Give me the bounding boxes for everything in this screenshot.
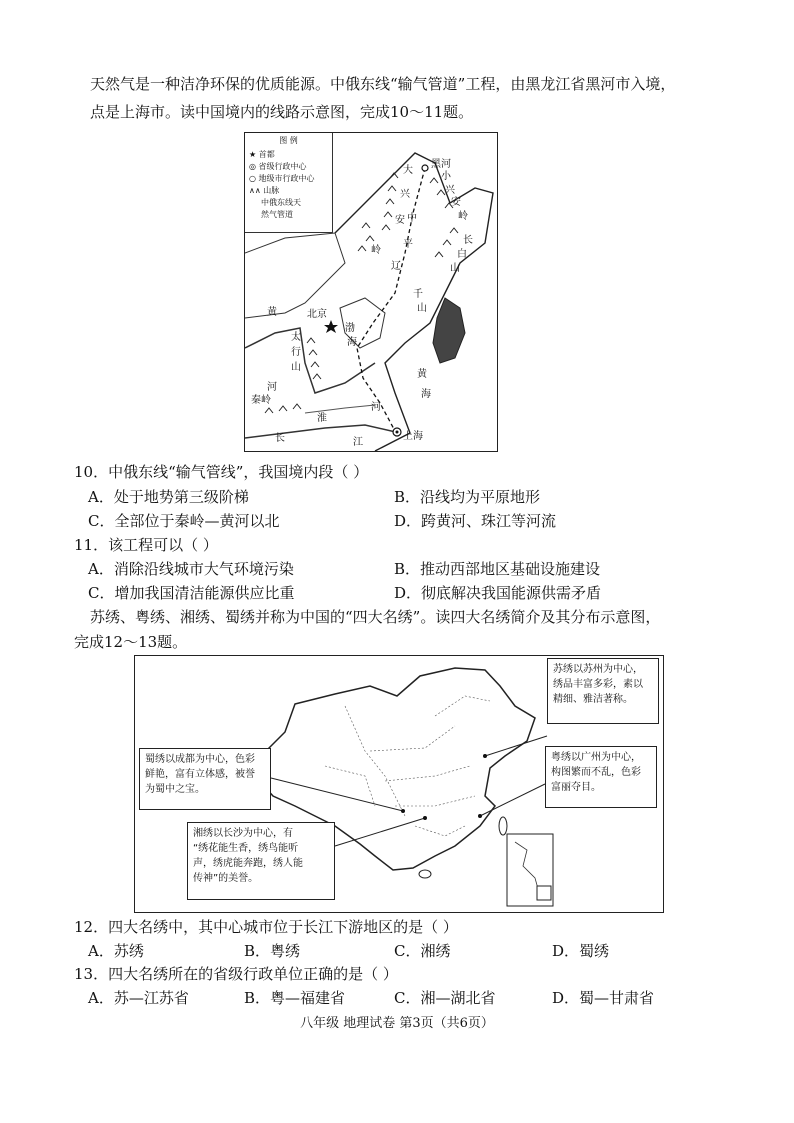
yue-embroidery-box (545, 746, 657, 808)
yue-line-2: 构图繁而不乱，色彩 (551, 767, 641, 778)
intro2-line2: 完成12～13题。 (74, 633, 188, 651)
q13-option-d[interactable]: D．蜀—甘肃省 (552, 989, 655, 1007)
label-changbai-2: 白 (457, 249, 467, 260)
legend-item-mountain: ∧∧ 山脉 (249, 186, 280, 195)
label-taihang-1: 太 (291, 332, 301, 343)
q12-option-d[interactable]: D．蜀绣 (552, 942, 610, 960)
label-xiao: 小 (441, 171, 451, 182)
label-yellow-river-2: 河 (267, 382, 277, 393)
q13-option-c[interactable]: C．湘—湖北省 (394, 989, 496, 1007)
label-heihe: 黑河 (431, 159, 451, 170)
xiang-embroidery-box (187, 822, 335, 900)
label-ling: 岭 (458, 211, 468, 222)
label-daxing-3: 安 (395, 215, 405, 226)
label-yellow-sea-2: 海 (421, 389, 431, 400)
q10-option-c[interactable]: C．全部位于秦岭—黄河以北 (88, 512, 280, 530)
page-footer: 八年级 地理试卷 第3页（共6页） (300, 1016, 494, 1031)
label-huai: 淮 (317, 413, 327, 424)
yue-line-1: 粤绣以广州为中心， (551, 752, 641, 763)
label-taihang-3: 山 (291, 362, 301, 373)
beijing-star-icon (324, 320, 338, 333)
intro1-line2: 点是上海市。读中国境内的线路示意图，完成10～11题。 (90, 103, 474, 121)
label-chang: 长 (275, 433, 285, 444)
xiang-line-2: “绣花能生香，绣鸟能听 (193, 843, 299, 854)
label-liao: 辽 (391, 261, 401, 272)
shu-embroidery-box (139, 748, 271, 810)
label-xing: 兴 (445, 185, 455, 196)
label-yellow-river-1: 黄 (267, 307, 277, 318)
su-line-2: 绣品丰富多彩，素以 (553, 679, 643, 690)
q11-option-c[interactable]: C．增加我国清洁能源供应比重 (88, 584, 295, 602)
shu-line-3: 为蜀中之宝。 (145, 784, 205, 795)
legend-item-capital: ★ 首都 (249, 150, 275, 159)
label-beijing: 北京 (307, 309, 327, 320)
su-line-1: 苏绣以苏州为中心， (553, 664, 643, 675)
label-changbai-1: 长 (463, 235, 473, 246)
label-huai-river: 河 (371, 402, 381, 413)
pipeline-map (244, 132, 498, 452)
legend-title: 图 例 (279, 136, 298, 145)
label-shanghai: 上海 (403, 431, 423, 442)
su-embroidery-box (547, 658, 659, 724)
q12-option-a[interactable]: A．苏绣 (88, 942, 144, 960)
yue-line-3: 富丽夺目。 (551, 782, 601, 793)
intro2-line1: 苏绣、粤绣、湘绣、蜀绣并称为中国的“四大名绣”。读四大名绣简介及其分布示意图， (90, 608, 661, 626)
q11-option-d[interactable]: D．彻底解决我国能源供需矛盾 (394, 584, 602, 602)
q11-option-b[interactable]: B．推动西部地区基础设施建设 (394, 560, 601, 578)
label-zhong: 中 (407, 213, 417, 224)
label-bohai-1: 渤 (345, 323, 355, 334)
label-daxing-2: 兴 (400, 189, 410, 200)
legend-item-city: ○ 地级市行政中心 (249, 174, 315, 183)
pipeline-map-legend (245, 133, 333, 233)
label-qian: 千 (413, 289, 423, 300)
q13-stem: 13．四大名绣所在的省级行政单位正确的是（ ） (74, 965, 398, 983)
label-changbai-3: 山 (450, 263, 460, 274)
q13-option-a[interactable]: A．苏—江苏省 (88, 989, 189, 1007)
embroidery-map (134, 655, 664, 913)
q13-option-b[interactable]: B．粤—福建省 (244, 989, 346, 1007)
q10-option-a[interactable]: A．处于地势第三级阶梯 (88, 488, 249, 506)
label-an: 安 (451, 197, 461, 208)
shu-line-1: 蜀绣以成都为中心，色彩 (145, 754, 255, 765)
q12-option-c[interactable]: C．湘绣 (394, 942, 451, 960)
q10-option-b[interactable]: B．沿线均为平原地形 (394, 488, 541, 506)
xiang-line-4: 传神”的美誉。 (193, 873, 259, 884)
inset-label-box (537, 886, 551, 900)
label-daxing-4: 岭 (371, 245, 381, 256)
xiang-line-3: 声，绣虎能奔跑，绣人能 (193, 858, 303, 869)
legend-item-pipeline-2: 然气管道 (261, 210, 293, 219)
label-yellow-sea-1: 黄 (417, 369, 427, 380)
q12-option-b[interactable]: B．粤绣 (244, 942, 301, 960)
legend-item-province: ◎ 省级行政中心 (249, 162, 307, 171)
q10-option-d[interactable]: D．跨黄河、珠江等河流 (394, 512, 557, 530)
label-bohai-2: 海 (347, 337, 357, 348)
label-jiang: 江 (353, 437, 363, 448)
q11-option-a[interactable]: A．消除沿线城市大气环境污染 (88, 560, 294, 578)
xiang-line-1: 湘绣以长沙为中心，有 (193, 828, 293, 839)
q10-stem: 10．中俄东线“输气管线”，我国境内段（ ） (74, 463, 369, 481)
q12-stem: 12．四大名绣中，其中心城市位于长江下游地区的是（ ） (74, 918, 458, 936)
label-shan: 山 (417, 303, 427, 314)
su-line-3: 精细、雅洁著称。 (553, 694, 633, 705)
label-taihang-2: 行 (291, 347, 301, 358)
label-daxing-1: 大 (403, 165, 413, 176)
shu-line-2: 鲜艳，富有立体感，被誉 (145, 769, 255, 780)
label-ping: 平 (403, 239, 413, 250)
intro1-line1: 天然气是一种洁净环保的优质能源。中俄东线“输气管道”工程，由黑龙江省黑河市入境， (90, 75, 676, 93)
label-qinling: 秦岭 (251, 395, 271, 406)
heihe-city-icon (422, 165, 428, 171)
q11-stem: 11．该工程可以（ ） (74, 536, 218, 554)
legend-item-pipeline-1: 中俄东线天 (261, 198, 301, 207)
